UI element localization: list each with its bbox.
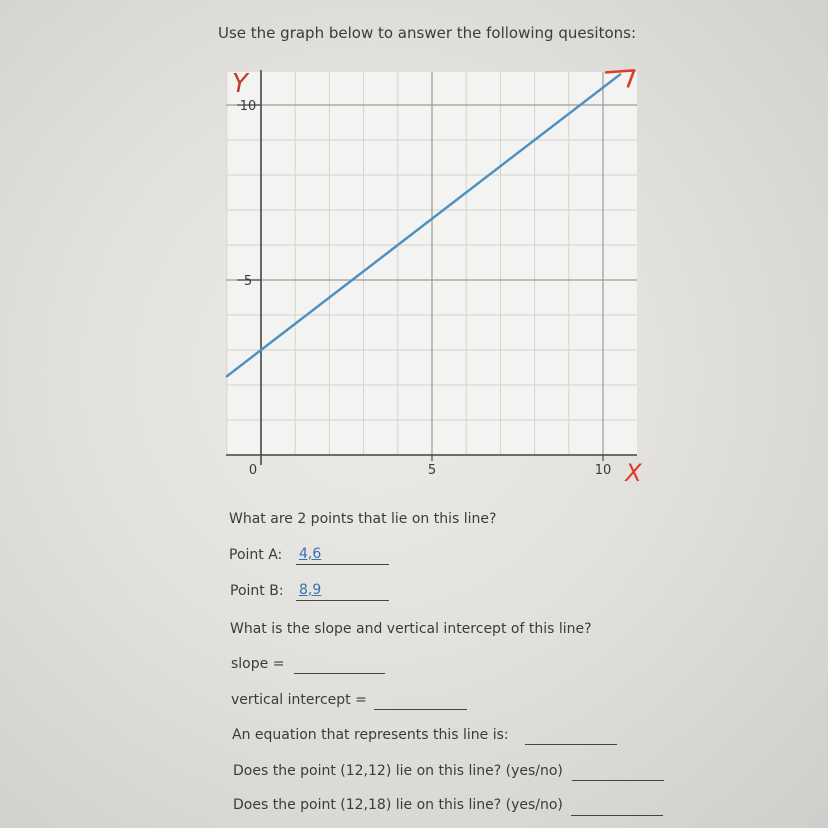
intercept-label: vertical intercept = bbox=[231, 692, 367, 708]
y-tick-label: 10 bbox=[239, 99, 257, 114]
intercept-field[interactable] bbox=[374, 693, 467, 710]
slope-question: What is the slope and vertical intercept of this line? bbox=[230, 621, 592, 637]
point-12-18-question: Does the point (12,18) lie on this line? (yes/no) bbox=[233, 797, 563, 813]
x-tick-label: 0 bbox=[248, 463, 258, 478]
x-tick-label: 10 bbox=[594, 463, 612, 478]
y-axis-handwritten-label: Y bbox=[232, 69, 248, 99]
x-tick-label: 5 bbox=[427, 463, 437, 478]
point-12-18-field[interactable] bbox=[571, 799, 663, 816]
point-b-answer: 8,9 bbox=[299, 582, 322, 598]
point-b-label: Point B: bbox=[230, 583, 284, 599]
x-axis-handwritten-label: X bbox=[625, 459, 642, 487]
point-a-label: Point A: bbox=[229, 547, 283, 563]
points-question: What are 2 points that lie on this line? bbox=[229, 511, 497, 527]
point-12-12-field[interactable] bbox=[572, 764, 664, 781]
y-tick-label: 5 bbox=[243, 274, 253, 289]
equation-field[interactable] bbox=[525, 728, 617, 745]
instructions-text: Use the graph below to answer the following quesitons: bbox=[218, 24, 637, 42]
slope-field[interactable] bbox=[294, 657, 385, 674]
slope-label: slope = bbox=[231, 656, 285, 672]
point-12-12-question: Does the point (12,12) lie on this line? (yes/no) bbox=[233, 763, 563, 779]
equation-label: An equation that represents this line is: bbox=[232, 727, 509, 743]
point-a-answer: 4,6 bbox=[299, 546, 322, 562]
